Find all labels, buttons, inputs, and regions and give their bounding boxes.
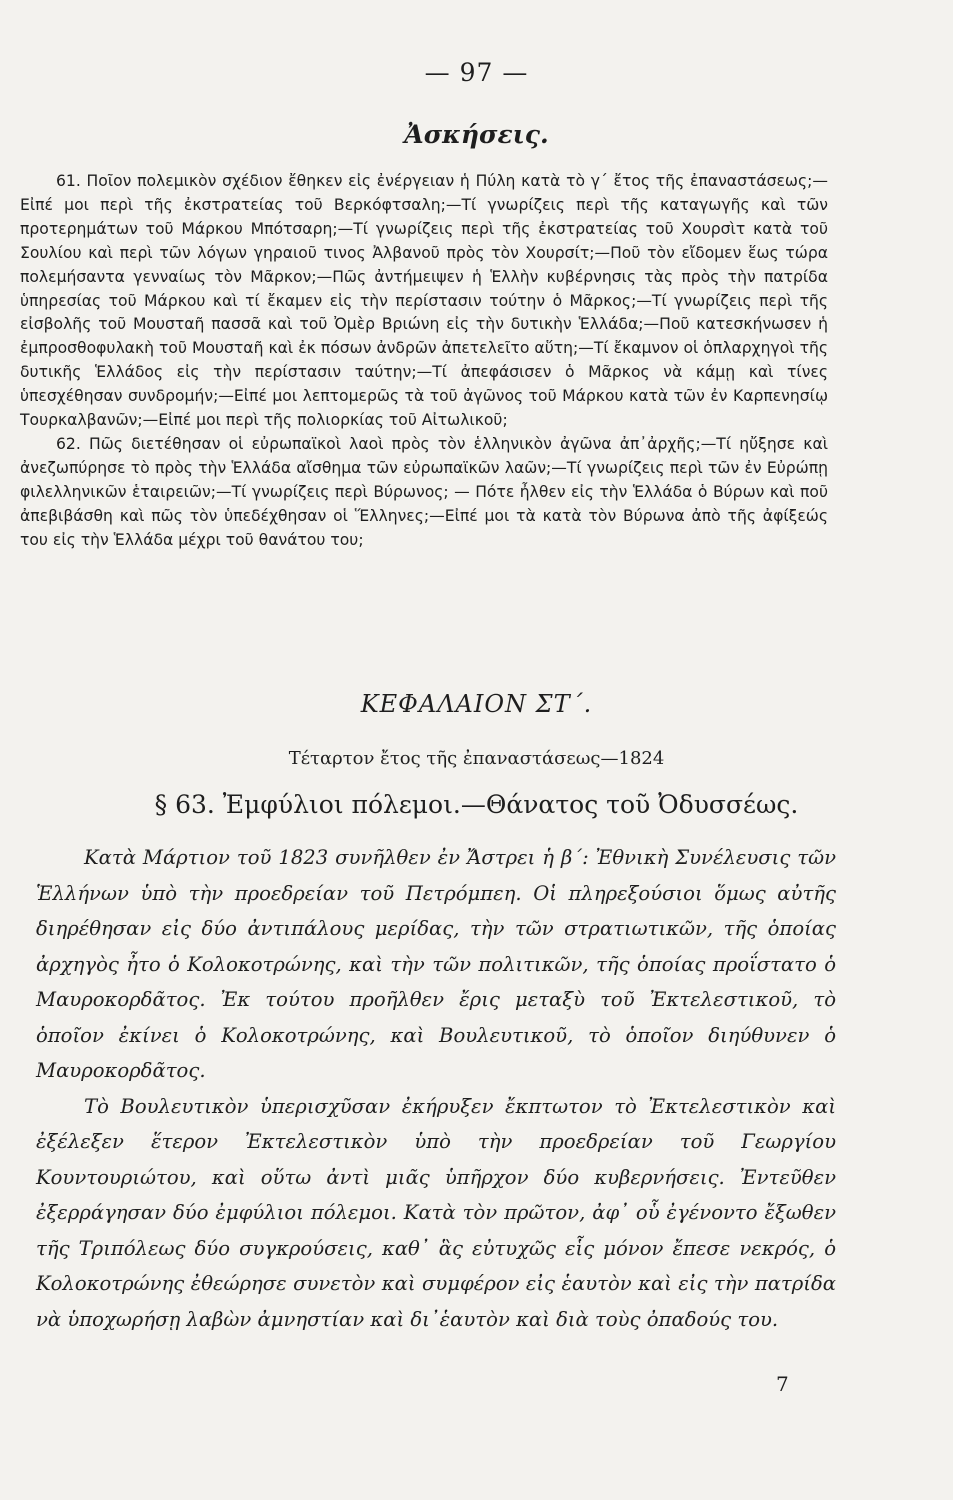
section-title: § 63. Ἐμφύλιοι πόλεμοι.—Θάνατος τοῦ Ὀδυσσέως. (154, 790, 799, 819)
body-paragraph-2: Τὸ Βουλευτικὸν ὑπερισχῦσαν ἐκήρυξεν ἔκπτωτον τὸ Ἐκτελεστικὸν καὶ ἐξέλεξεν ἕτερον Ἐκτελεστικὸν ὑπὸ τὴν προεδρείαν τοῦ Γεωργίου Κουντουριώτου, καὶ οὕτω ἀντὶ μιᾶς ὑπῆρχον δύο κυβερνήσεις. Ἐντεῦθεν ἐξερράγησαν δύο ἐμφύλιοι πόλεμοι. Κατὰ τὸν πρῶτον, ἀφ᾽ οὗ ἐγένοντο ἔξωθεν τῆς Τριπόλεως δύο συγκρούσεις, καθ᾽ ἃς εὐτυχῶς εἷς μόνον ἔπεσε νεκρός, ὁ Κολοκοτρώνης ἐθεώρησε συνετὸν καὶ συμφέρον εἰς ἑαυτὸν καὶ εἰς τὴν πατρίδα νὰ ὑποχωρήσῃ λαβὼν ἀμνηστίαν καὶ δι᾽ἑαυτὸν καὶ διὰ τοὺς ὀπαδούς του. (36, 1094, 836, 1331)
section-body (36, 840, 836, 1337)
exercise-62: 62. Πῶς διετέθησαν οἱ εὐρωπαϊκοὶ λαοὶ πρὸς τὸν ἑλληνικὸν ἀγῶνα ἀπ᾽ἀρχῆς;—Τί ηὔξησε καὶ ἀνεζωπύρησε τὸ πρὸς τὴν Ἑλλάδα αἴσθημα τῶν εὐρωπαϊκῶν λαῶν;—Τί γνωρίζεις περὶ τῶν ἐν Εὐρώπῃ φιλελληνικῶν ἑταιρειῶν;—Τί γνωρίζεις περὶ Βύρωνος; — Πότε ἦλθεν εἰς τὴν Ἑλλάδα ὁ Βύρων καὶ ποῦ ἀπεβιβάσθη καὶ πῶς τὸν ὑπεδέχθησαν οἱ Ἕλληνες;—Εἰπέ μοι τὰ κατὰ τὸν Βύρωνα ἀπὸ τῆς ἀφίξεώς του εἰς τὴν Ἑλλάδα μέχρι τοῦ θανάτου του; (20, 434, 828, 549)
exercise-61: 61. Ποῖον πολεμικὸν σχέδιον ἔθηκεν εἰς ἐνέργειαν ἡ Πύλη κατὰ τὸ γ΄ ἔτος τῆς ἐπαναστάσεως;—Εἰπέ μοι περὶ τῆς ἐκστρατείας τοῦ Βερκόφτσαλη;—Τί γνωρίζεις περὶ τῆς καταγωγῆς καὶ τῶν προτερημάτων τοῦ Μάρκου Μπότσαρη;—Τί γνωρίζεις περὶ τῆς ἐκστρατείας τοῦ Χουρσὶτ κατὰ τοῦ Σουλίου καὶ περὶ τῶν λόγων γηραιοῦ τινος Ἀλβανοῦ πρὸς τὸν Χουρσίτ;—Ποῦ τὸν εἴδομεν ἕως τώρα πολεμήσαντα γενναίως τὸν Μᾶρκον;—Πῶς ἀντήμειψεν ἡ Ἑλλὴν κυβέρνησις τὰς πρὸς τὴν πατρίδα ὑπηρεσίας τοῦ Μάρκου καὶ τί ἔκαμεν εἰς τὴν περίστασιν τούτην ὁ Μᾶρκος;—Τί γνωρίζεις περὶ τῆς εἰσβολῆς τοῦ Μουσταῆ πασσᾶ καὶ τοῦ Ὀμὲρ Βριώνη εἰς τὴν δυτικὴν Ἑλλάδα;—Ποῦ κατεσκήνωσεν ἡ ἐμπροσθοφυλακὴ τοῦ Μουσταῆ καὶ ἐκ πόσων ἀνδρῶν ἀπετελεῖτο αὕτη;—Τί ἔκαμνον οἱ ὁπλαρχηγοὶ τῆς δυτικῆς Ἑλλάδος εἰς τὴν περίστασιν ταύτην;—Τί ἀπεφάσισεν ὁ Μᾶρκος νὰ κάμῃ καὶ τίνες ὑπεσχέθησαν συνδρομήν;—Εἰπέ μοι λεπτομερῶς τὰ τοῦ ἀγῶνος τοῦ Μάρκου κατὰ τῶν ἐν Καρπενησίῳ Τουρκαλβανῶν;—Εἰπέ μοι περὶ τῆς πολιορκίας τοῦ Αἰτωλικοῦ; (20, 172, 828, 430)
signature-mark: 7 (776, 1372, 789, 1396)
chapter-title: ΚΕΦΑΛΑΙΟΝ ΣΤ΄. (360, 690, 593, 718)
body-paragraph-1: Κατὰ Μάρτιον τοῦ 1823 συνῆλθεν ἐν Ἄστρει ἡ β΄: Ἐθνικὴ Συνέλευσις τῶν Ἑλλήνων ὑπὸ τὴν προεδρείαν τοῦ Πετρόμπεη. Οἱ πληρεξούσιοι ὅμως αὐτῆς διηρέθησαν εἰς δύο ἀντιπάλους μερίδας, τὴν τῶν στρατιωτικῶν, τῆς ὁποίας ἀρχηγὸς ἦτο ὁ Κολοκοτρώνης, καὶ τὴν τῶν πολιτικῶν, τῆς ὁποίας προΐστατο ὁ Μαυροκορδᾶτος. Ἐκ τούτου προῆλθεν ἔρις μεταξὺ τοῦ Ἐκτελεστικοῦ, τὸ ὁποῖον ἐκίνει ὁ Κολοκοτρώνης, καὶ Βουλευτικοῦ, τὸ ὁποῖον διηύθυνεν ὁ Μαυροκορδᾶτος. (36, 846, 836, 1082)
page-number: — 97 — (424, 58, 529, 87)
chapter-subtitle: Τέταρτον ἔτος τῆς ἐπαναστάσεως—1824 (288, 748, 665, 769)
exercises-block (20, 170, 828, 553)
exercises-heading: Ἀσκήσεις. (404, 120, 549, 149)
